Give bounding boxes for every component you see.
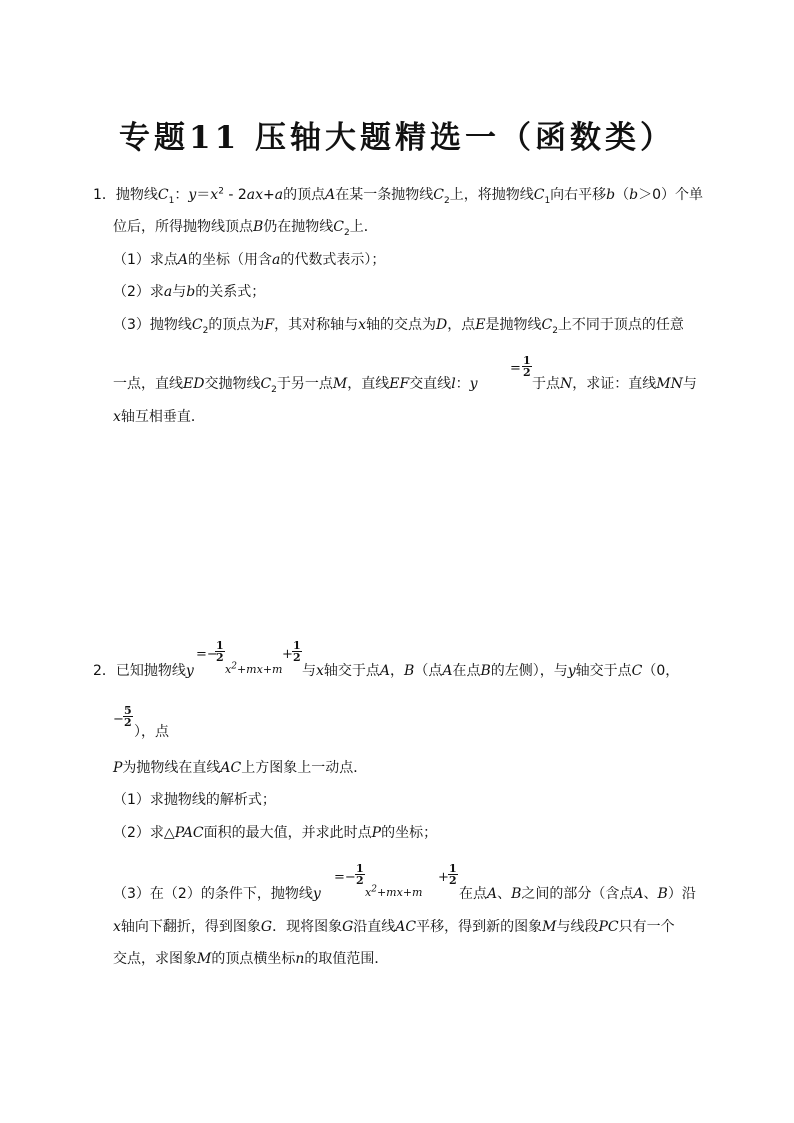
q2-line-7: x轴向下翻折，得到图象G．现将图象G沿直线AC平移，得到新的图象M与线段PC只有一个 bbox=[113, 919, 675, 935]
q2-fraction-1: $\frac{1}{2}$ bbox=[216, 639, 224, 664]
q2-neg-sign: − bbox=[113, 712, 124, 727]
q2-fraction-4: $\frac{1}{2}$ bbox=[356, 862, 364, 887]
q1-equals-sign: = bbox=[510, 361, 521, 376]
q1-line-1: 1．抛物线$C_1$：$y=x^2 - 2ax+a$的顶点A在某一条抛物线$C_2$上，将抛物线$C_1$向右平移b（b＞0）个单 bbox=[93, 186, 704, 206]
q2-poly-1: $x^2+mx+m$ bbox=[225, 661, 283, 676]
q2-line-8: 交点，求图象M的顶点横坐标n的取值范围． bbox=[113, 951, 389, 967]
q2-plus-2: + bbox=[438, 870, 449, 885]
q2-line-3: P为抛物线在直线AC上方图象上一动点． bbox=[113, 760, 368, 776]
q2-fraction-5: $\frac{1}{2}$ bbox=[449, 862, 457, 887]
q2-eq-neg: =− bbox=[196, 647, 218, 662]
q2-p3-eq-neg: =− bbox=[334, 870, 356, 885]
q1-part-1: （1）求点A的坐标（用含a的代数式表示）； bbox=[113, 252, 386, 268]
q2-poly-2: $x^2+mx+m$ bbox=[365, 884, 423, 899]
q2-line-1-right: 与x轴交于点A，B（点A在点B的左侧），与y轴交于点C（0， bbox=[302, 663, 680, 679]
q1-part-2: （2）求a与b的关系式； bbox=[113, 284, 266, 300]
q2-part-2: （2）求△PAC面积的最大值，并求此时点P的坐标； bbox=[113, 825, 438, 841]
q2-fraction-2: $\frac{1}{2}$ bbox=[293, 639, 301, 664]
q2-plus-1: + bbox=[282, 647, 293, 662]
q2-line-1-left: 2．已知抛物线y bbox=[93, 663, 194, 679]
q2-part-1: （1）求抛物线的解析式； bbox=[113, 792, 276, 808]
q2-part-3-left: （3）在（2）的条件下，抛物线y bbox=[113, 886, 321, 902]
q1-part-3: （3）抛物线$C_2$的顶点为F，其对称轴与x轴的交点为D，点E是抛物线$C_2$上不同于顶点的任意 bbox=[113, 317, 684, 336]
q1-line-5-left: 一点，直线ED交抛物线$C_2$于另一点M，直线EF交直线l：y bbox=[113, 376, 478, 395]
q1-number: 1． bbox=[93, 187, 116, 203]
q1-fraction-half: $\frac{1}{2}$ bbox=[523, 354, 531, 379]
q2-part-3-right: 在点A、B之间的部分（含点A、B）沿 bbox=[459, 886, 696, 902]
q2-number: 2． bbox=[93, 663, 116, 679]
page-title: 专题11 压轴大题精选一（函数类） bbox=[119, 120, 675, 156]
q1-line-2: 位后，所得抛物线顶点B仍在抛物线$C_2$上． bbox=[113, 219, 378, 238]
q2-fraction-3: $\frac{5}{2}$ bbox=[124, 704, 132, 729]
q1-line-5-right: 于点N，求证：直线MN与 bbox=[532, 376, 697, 392]
q2-line-2: ），点 bbox=[134, 724, 169, 740]
q1-line-6: x轴互相垂直． bbox=[113, 409, 205, 425]
